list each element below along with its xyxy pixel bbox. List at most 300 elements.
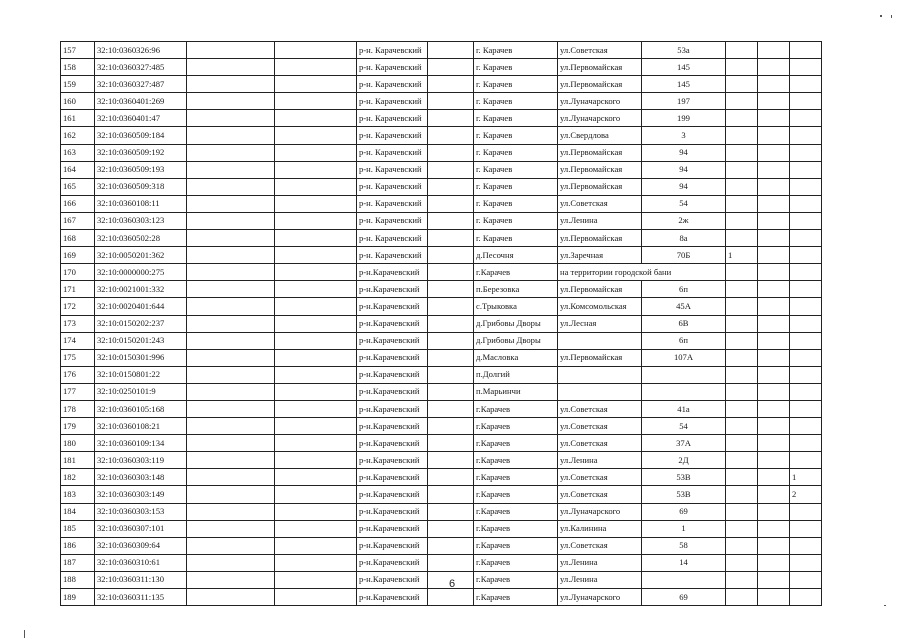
street-cell: ул.Ленина <box>558 452 642 469</box>
row-number-cell: 181 <box>61 452 95 469</box>
street-cell: ул.Свердлова <box>558 127 642 144</box>
cadastral-number-cell: 32:10:0360509:184 <box>95 127 187 144</box>
empty-cell <box>428 93 474 110</box>
empty-cell <box>275 264 357 281</box>
house-number-cell: 94 <box>642 144 726 161</box>
empty-cell <box>187 503 275 520</box>
district-cell: р-н. Карачевский <box>357 59 428 76</box>
extra-cell <box>790 366 822 383</box>
empty-cell <box>428 110 474 127</box>
extra-cell <box>726 571 758 588</box>
settlement-cell: г. Карачев <box>474 93 558 110</box>
empty-cell <box>187 42 275 59</box>
house-number-cell: 197 <box>642 93 726 110</box>
table-row <box>61 452 822 469</box>
empty-cell <box>187 400 275 417</box>
cadastral-number-cell: 32:10:0020401:644 <box>95 298 187 315</box>
empty-cell <box>187 537 275 554</box>
district-cell: р-н.Карачевский <box>357 469 428 486</box>
extra-cell <box>790 298 822 315</box>
extra-cell <box>790 520 822 537</box>
table-row <box>61 418 822 435</box>
empty-cell <box>428 161 474 178</box>
extra-cell <box>726 520 758 537</box>
empty-cell <box>428 59 474 76</box>
empty-cell <box>428 520 474 537</box>
cadastral-number-cell: 32:10:0360311:130 <box>95 571 187 588</box>
settlement-cell: г. Карачев <box>474 110 558 127</box>
extra-cell <box>790 503 822 520</box>
extra-cell <box>790 144 822 161</box>
extra-cell <box>726 537 758 554</box>
empty-cell <box>187 469 275 486</box>
house-number-cell: 2Д <box>642 452 726 469</box>
cadastral-number-cell: 32:10:0360303:148 <box>95 469 187 486</box>
house-number-cell: 70Б <box>642 247 726 264</box>
settlement-cell: г.Карачев <box>474 435 558 452</box>
extra-cell <box>790 59 822 76</box>
table-row <box>61 520 822 537</box>
extra-cell <box>790 281 822 298</box>
table-row <box>61 144 822 161</box>
empty-cell <box>758 76 790 93</box>
street-cell: ул.Советская <box>558 195 642 212</box>
row-number-cell: 186 <box>61 537 95 554</box>
extra-cell <box>726 435 758 452</box>
empty-cell <box>275 503 357 520</box>
page-number: 6 <box>449 578 456 590</box>
table-row <box>61 230 822 247</box>
empty-cell <box>187 93 275 110</box>
empty-cell <box>758 264 790 281</box>
extra-cell <box>790 264 822 281</box>
row-number-cell: 158 <box>61 59 95 76</box>
empty-cell <box>275 418 357 435</box>
house-number-cell: 45А <box>642 298 726 315</box>
house-number-cell: 53В <box>642 469 726 486</box>
extra-cell <box>790 452 822 469</box>
empty-cell <box>187 418 275 435</box>
empty-cell <box>428 298 474 315</box>
empty-cell <box>428 332 474 349</box>
empty-cell <box>187 76 275 93</box>
district-cell: р-н.Карачевский <box>357 332 428 349</box>
street-cell: ул.Лесная <box>558 315 642 332</box>
empty-cell <box>187 452 275 469</box>
district-cell: р-н.Карачевский <box>357 589 428 606</box>
settlement-cell: г.Карачев <box>474 486 558 503</box>
settlement-cell: д.Масловка <box>474 349 558 366</box>
extra-cell <box>726 59 758 76</box>
empty-cell <box>758 315 790 332</box>
empty-cell <box>428 264 474 281</box>
house-number-cell: 58 <box>642 537 726 554</box>
street-cell <box>558 383 642 400</box>
empty-cell <box>428 247 474 264</box>
settlement-cell: д.Песочня <box>474 247 558 264</box>
settlement-cell: г. Карачев <box>474 76 558 93</box>
cadastral-number-cell: 32:10:0000000:275 <box>95 264 187 281</box>
empty-cell <box>275 400 357 417</box>
extra-cell <box>790 212 822 229</box>
empty-cell <box>275 298 357 315</box>
empty-cell <box>758 589 790 606</box>
extra-cell <box>790 400 822 417</box>
row-number-cell: 185 <box>61 520 95 537</box>
empty-cell <box>428 435 474 452</box>
row-number-cell: 184 <box>61 503 95 520</box>
empty-cell <box>428 144 474 161</box>
empty-cell <box>428 589 474 606</box>
empty-cell <box>428 76 474 93</box>
settlement-cell: г.Карачев <box>474 554 558 571</box>
settlement-cell: г.Карачев <box>474 418 558 435</box>
empty-cell <box>428 452 474 469</box>
extra-cell <box>726 212 758 229</box>
street-cell: ул.Ленина <box>558 571 642 588</box>
empty-cell <box>758 298 790 315</box>
extra-cell <box>726 298 758 315</box>
empty-cell <box>275 520 357 537</box>
cadastral-number-cell: 32:10:0050201:362 <box>95 247 187 264</box>
empty-cell <box>428 127 474 144</box>
empty-cell <box>275 537 357 554</box>
scan-speck <box>880 15 882 17</box>
empty-cell <box>428 178 474 195</box>
empty-cell <box>187 589 275 606</box>
street-cell: ул.Заречная <box>558 247 642 264</box>
empty-cell <box>275 178 357 195</box>
house-number-cell: 107А <box>642 349 726 366</box>
district-cell: р-н.Карачевский <box>357 349 428 366</box>
district-cell: р-н. Карачевский <box>357 93 428 110</box>
empty-cell <box>275 281 357 298</box>
house-number-cell: 54 <box>642 195 726 212</box>
cadastral-number-cell: 32:10:0150202:237 <box>95 315 187 332</box>
table-row <box>61 212 822 229</box>
row-number-cell: 172 <box>61 298 95 315</box>
district-cell: р-н. Карачевский <box>357 127 428 144</box>
empty-cell <box>187 315 275 332</box>
empty-cell <box>275 212 357 229</box>
extra-cell <box>726 469 758 486</box>
table-row <box>61 315 822 332</box>
settlement-cell: г.Карачев <box>474 469 558 486</box>
cadastral-number-cell: 32:10:0360509:192 <box>95 144 187 161</box>
empty-cell <box>758 435 790 452</box>
empty-cell <box>187 571 275 588</box>
empty-cell <box>758 93 790 110</box>
table-row <box>61 281 822 298</box>
house-number-cell: 1 <box>642 520 726 537</box>
empty-cell <box>428 554 474 571</box>
empty-cell <box>758 520 790 537</box>
settlement-cell: г.Карачев <box>474 452 558 469</box>
extra-cell <box>726 264 758 281</box>
extra-cell <box>726 486 758 503</box>
row-number-cell: 175 <box>61 349 95 366</box>
row-number-cell: 164 <box>61 161 95 178</box>
street-cell <box>558 366 642 383</box>
cadastral-number-cell: 32:10:0360307:101 <box>95 520 187 537</box>
empty-cell <box>758 212 790 229</box>
row-number-cell: 165 <box>61 178 95 195</box>
street-cell: ул.Первомайская <box>558 76 642 93</box>
empty-cell <box>275 59 357 76</box>
extra-cell <box>726 93 758 110</box>
house-number-cell: 69 <box>642 503 726 520</box>
empty-cell <box>428 315 474 332</box>
street-cell: ул.Первомайская <box>558 349 642 366</box>
table-row <box>61 298 822 315</box>
extra-cell <box>726 127 758 144</box>
settlement-cell: г. Карачев <box>474 195 558 212</box>
street-cell <box>558 332 642 349</box>
empty-cell <box>758 537 790 554</box>
street-cell: на территории городской бани <box>558 264 726 281</box>
extra-cell <box>726 42 758 59</box>
table-row <box>61 161 822 178</box>
extra-cell <box>790 435 822 452</box>
house-number-cell <box>642 571 726 588</box>
cadastral-number-cell: 32:10:0360509:193 <box>95 161 187 178</box>
settlement-cell: п.Березовка <box>474 281 558 298</box>
house-number-cell: 37А <box>642 435 726 452</box>
empty-cell <box>758 366 790 383</box>
settlement-cell: г.Карачев <box>474 264 558 281</box>
empty-cell <box>428 537 474 554</box>
extra-cell: 1 <box>790 469 822 486</box>
table-row <box>61 93 822 110</box>
empty-cell <box>758 127 790 144</box>
settlement-cell: г. Карачев <box>474 212 558 229</box>
extra-cell <box>726 383 758 400</box>
house-number-cell: 41а <box>642 400 726 417</box>
settlement-cell: г.Карачев <box>474 520 558 537</box>
cadastral-number-cell: 32:10:0360401:47 <box>95 110 187 127</box>
extra-cell <box>726 178 758 195</box>
extra-cell <box>790 161 822 178</box>
empty-cell <box>758 59 790 76</box>
empty-cell <box>275 435 357 452</box>
empty-cell <box>428 418 474 435</box>
empty-cell <box>275 486 357 503</box>
empty-cell <box>275 571 357 588</box>
settlement-cell: с.Трыковка <box>474 298 558 315</box>
row-number-cell: 182 <box>61 469 95 486</box>
extra-cell <box>790 537 822 554</box>
street-cell: ул.Калинина <box>558 520 642 537</box>
district-cell: р-н. Карачевский <box>357 212 428 229</box>
cadastral-number-cell: 32:10:0150801:22 <box>95 366 187 383</box>
empty-cell <box>428 469 474 486</box>
empty-cell <box>187 520 275 537</box>
empty-cell <box>758 281 790 298</box>
house-number-cell: 54 <box>642 418 726 435</box>
cadastral-number-cell: 32:10:0360401:269 <box>95 93 187 110</box>
street-cell: ул.Советская <box>558 42 642 59</box>
empty-cell <box>187 230 275 247</box>
cadastral-number-cell: 32:10:0360108:11 <box>95 195 187 212</box>
row-number-cell: 179 <box>61 418 95 435</box>
house-number-cell: 6п <box>642 281 726 298</box>
extra-cell <box>790 554 822 571</box>
empty-cell <box>428 212 474 229</box>
extra-cell <box>790 178 822 195</box>
extra-cell <box>790 383 822 400</box>
table-row <box>61 366 822 383</box>
table-row <box>61 349 822 366</box>
cadastral-number-cell: 32:10:0360327:487 <box>95 76 187 93</box>
row-number-cell: 187 <box>61 554 95 571</box>
empty-cell <box>758 195 790 212</box>
house-number-cell: 94 <box>642 178 726 195</box>
cadastral-number-cell: 32:10:0360310:61 <box>95 554 187 571</box>
empty-cell <box>275 469 357 486</box>
table-row <box>61 127 822 144</box>
settlement-cell: г.Карачев <box>474 571 558 588</box>
table-row <box>61 571 822 588</box>
settlement-cell: г.Карачев <box>474 503 558 520</box>
empty-cell <box>428 503 474 520</box>
district-cell: р-н.Карачевский <box>357 264 428 281</box>
empty-cell <box>275 127 357 144</box>
house-number-cell: 8а <box>642 230 726 247</box>
cadastral-number-cell: 32:10:0360303:153 <box>95 503 187 520</box>
settlement-cell: г. Карачев <box>474 42 558 59</box>
row-number-cell: 163 <box>61 144 95 161</box>
empty-cell <box>275 76 357 93</box>
house-number-cell: 199 <box>642 110 726 127</box>
house-number-cell <box>642 366 726 383</box>
settlement-cell: г.Карачев <box>474 589 558 606</box>
district-cell: р-н. Карачевский <box>357 144 428 161</box>
row-number-cell: 178 <box>61 400 95 417</box>
extra-cell <box>726 76 758 93</box>
settlement-cell: г. Карачев <box>474 161 558 178</box>
extra-cell: 2 <box>790 486 822 503</box>
cadastral-number-cell: 32:10:0360502:28 <box>95 230 187 247</box>
empty-cell <box>275 452 357 469</box>
district-cell: р-н.Карачевский <box>357 571 428 588</box>
table-row <box>61 503 822 520</box>
table-row <box>61 76 822 93</box>
district-cell: р-н.Карачевский <box>357 366 428 383</box>
empty-cell <box>187 247 275 264</box>
street-cell: ул.Луначарского <box>558 503 642 520</box>
cadastral-number-cell: 32:10:0360303:123 <box>95 212 187 229</box>
settlement-cell: г. Карачев <box>474 144 558 161</box>
street-cell: ул.Советская <box>558 486 642 503</box>
settlement-cell: г.Карачев <box>474 537 558 554</box>
extra-cell <box>790 195 822 212</box>
empty-cell <box>187 127 275 144</box>
empty-cell <box>187 366 275 383</box>
empty-cell <box>428 349 474 366</box>
empty-cell <box>428 195 474 212</box>
empty-cell <box>758 418 790 435</box>
district-cell: р-н.Карачевский <box>357 281 428 298</box>
row-number-cell: 161 <box>61 110 95 127</box>
extra-cell <box>726 315 758 332</box>
empty-cell <box>758 161 790 178</box>
cadastral-number-cell: 32:10:0360327:485 <box>95 59 187 76</box>
cadastral-number-cell: 32:10:0360303:119 <box>95 452 187 469</box>
empty-cell <box>758 247 790 264</box>
extra-cell <box>726 366 758 383</box>
extra-cell <box>790 42 822 59</box>
extra-cell <box>726 418 758 435</box>
empty-cell <box>187 435 275 452</box>
extra-cell <box>726 230 758 247</box>
table-row <box>61 42 822 59</box>
district-cell: р-н. Карачевский <box>357 247 428 264</box>
empty-cell <box>275 110 357 127</box>
street-cell: ул.Ленина <box>558 212 642 229</box>
empty-cell <box>758 110 790 127</box>
extra-cell <box>726 452 758 469</box>
extra-cell <box>726 195 758 212</box>
extra-cell <box>790 230 822 247</box>
empty-cell <box>428 366 474 383</box>
empty-cell <box>758 400 790 417</box>
house-number-cell: 14 <box>642 554 726 571</box>
row-number-cell: 188 <box>61 571 95 588</box>
empty-cell <box>275 315 357 332</box>
street-cell: ул.Первомайская <box>558 59 642 76</box>
empty-cell <box>758 554 790 571</box>
empty-cell <box>275 42 357 59</box>
extra-cell <box>726 349 758 366</box>
extra-cell <box>726 281 758 298</box>
extra-cell <box>726 400 758 417</box>
row-number-cell: 174 <box>61 332 95 349</box>
cadastral-number-cell: 32:10:0360109:134 <box>95 435 187 452</box>
empty-cell <box>428 486 474 503</box>
district-cell: р-н.Карачевский <box>357 298 428 315</box>
cadastral-number-cell: 32:10:0360309:64 <box>95 537 187 554</box>
table-row <box>61 59 822 76</box>
cadastral-number-cell: 32:10:0021001:332 <box>95 281 187 298</box>
empty-cell <box>187 144 275 161</box>
extra-cell <box>790 76 822 93</box>
empty-cell <box>275 195 357 212</box>
cadastral-number-cell: 32:10:0150201:243 <box>95 332 187 349</box>
settlement-cell: г. Карачев <box>474 230 558 247</box>
empty-cell <box>758 144 790 161</box>
district-cell: р-н.Карачевский <box>357 537 428 554</box>
empty-cell <box>275 366 357 383</box>
empty-cell <box>758 469 790 486</box>
cadastral-number-cell: 32:10:0360303:149 <box>95 486 187 503</box>
empty-cell <box>758 571 790 588</box>
extra-cell <box>790 332 822 349</box>
district-cell: р-н.Карачевский <box>357 486 428 503</box>
empty-cell <box>428 400 474 417</box>
table-row <box>61 332 822 349</box>
row-number-cell: 183 <box>61 486 95 503</box>
empty-cell <box>187 59 275 76</box>
street-cell: ул.Первомайская <box>558 144 642 161</box>
district-cell: р-н. Карачевский <box>357 42 428 59</box>
extra-cell <box>790 93 822 110</box>
street-cell: ул.Луначарского <box>558 93 642 110</box>
empty-cell <box>187 486 275 503</box>
extra-cell <box>726 144 758 161</box>
extra-cell <box>790 589 822 606</box>
district-cell: р-н. Карачевский <box>357 178 428 195</box>
table-row <box>61 247 822 264</box>
